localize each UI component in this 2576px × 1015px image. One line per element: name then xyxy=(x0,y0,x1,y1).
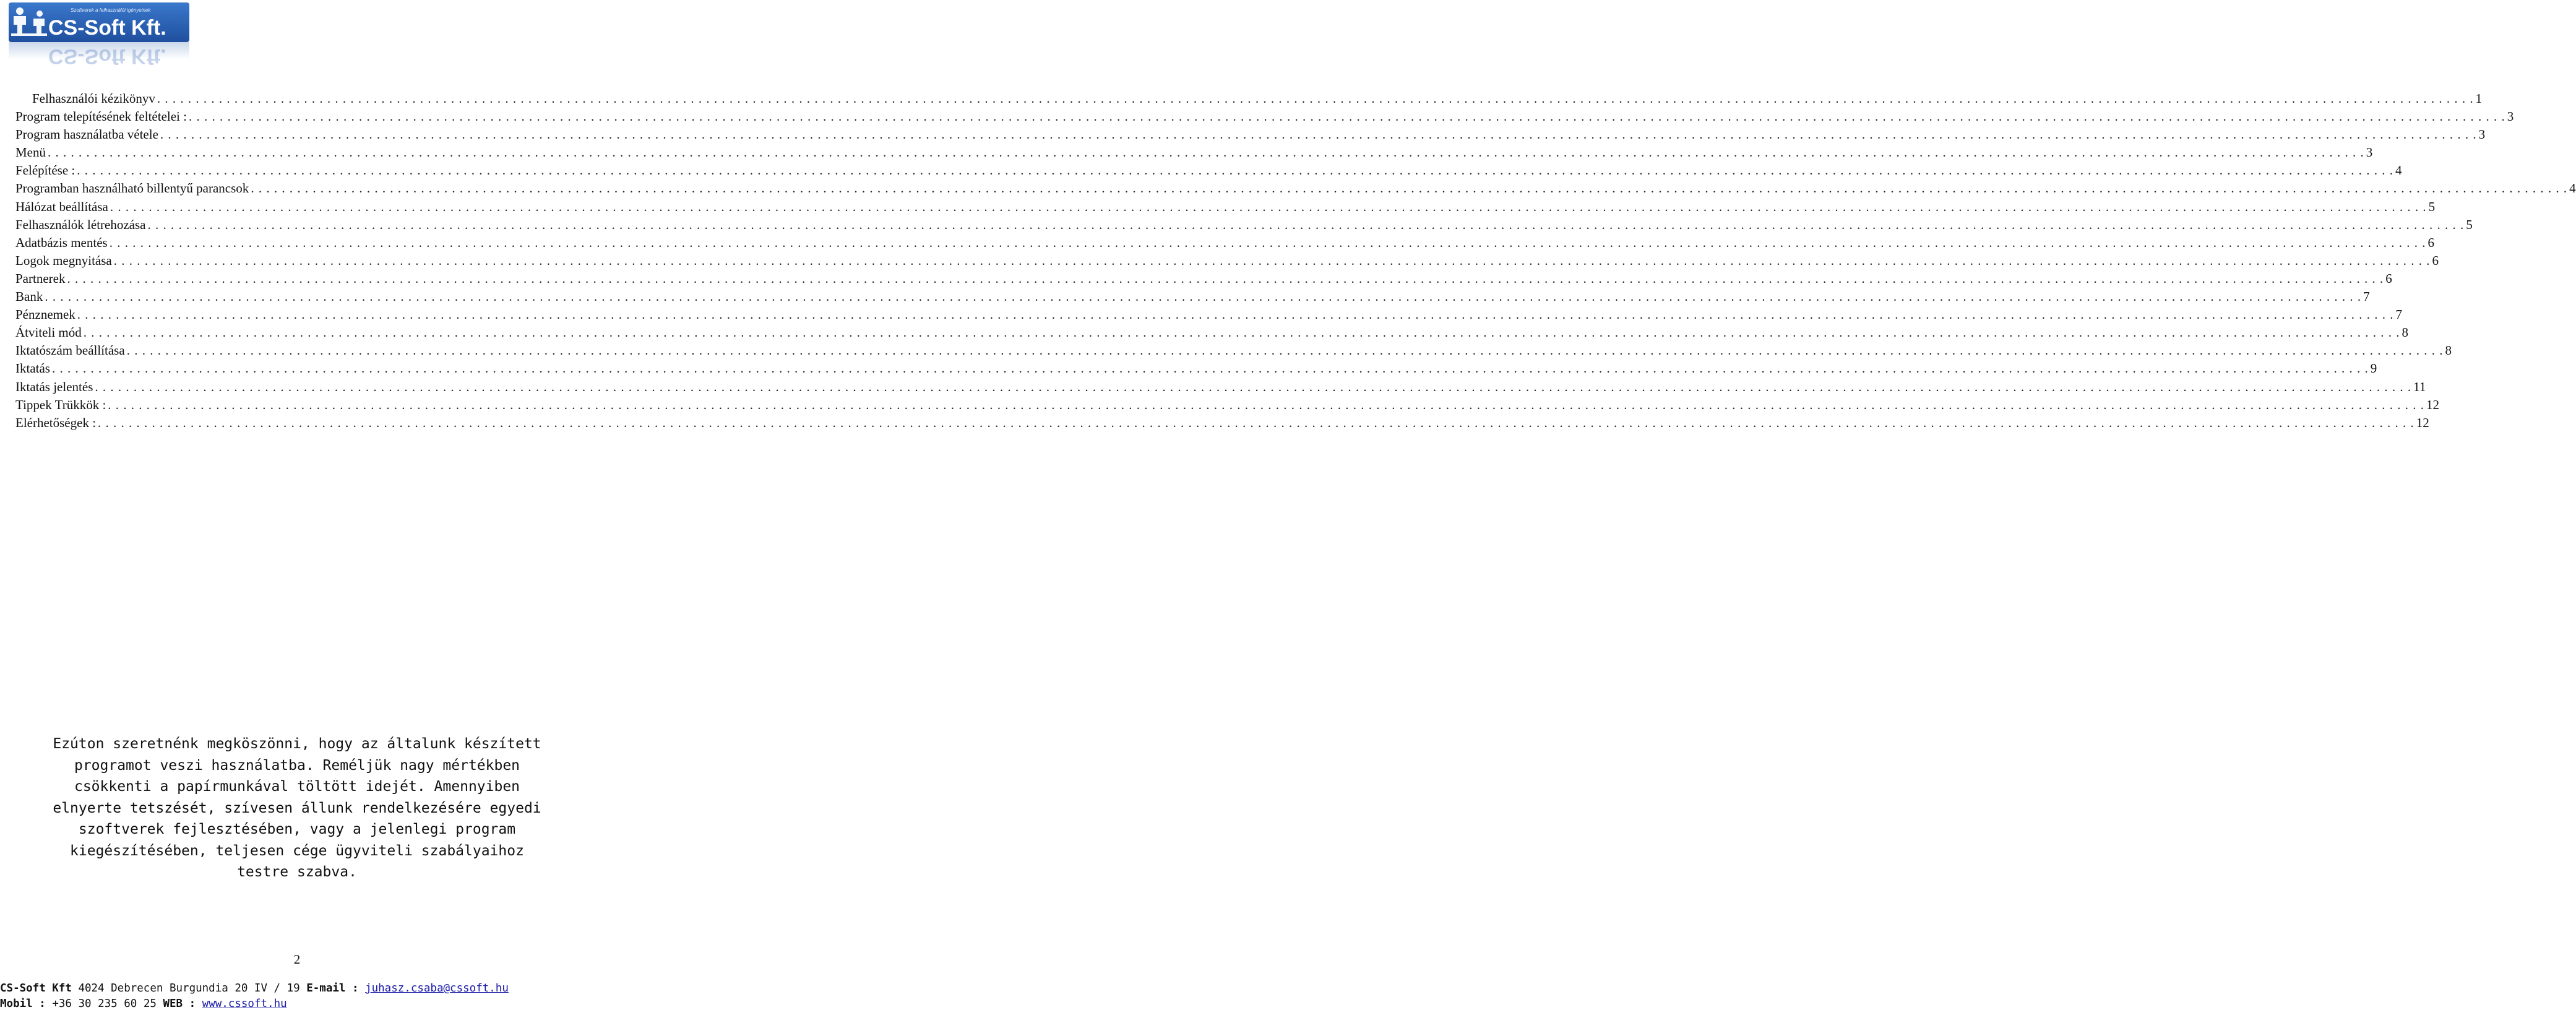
toc-leader-dots: . . . . . . . . . . . . . . . . . . . . . . . . . . . . . . . . . . . . . . . . . . . . . . . . . . . . . . . . . . . . . . . . . . . . . . . . . . . . . . . . . . . . . . . . . . . . . . . . . . . . . . . . . . . . . . . . . . . . . . . . . . . . . . . . . . . . . . . . . . . . . . . . . . . . . . . . . . . . . . . . . . . . . . . . . . . . . . . . . . . . . . . . . . . . . . . . . . . . . . . . . . . . . . . . . . . . . . . . . . . . . . . . . . . . . . . . . . . . . . . . . . . . . . . . . . . . . . . . . . . . . . . . . . . . . . . . . . . . . . . . . . . . . . . . . . . . . . . . . . . . xyxy=(113,253,2431,268)
logo-name: CS-Soft Kft. xyxy=(48,16,166,40)
toc-leader-dots: . . . . . . . . . . . . . . . . . . . . . . . . . . . . . . . . . . . . . . . . . . . . . . . . . . . . . . . . . . . . . . . . . . . . . . . . . . . . . . . . . . . . . . . . . . . . . . . . . . . . . . . . . . . . . . . . . . . . . . . . . . . . . . . . . . . . . . . . . . . . . . . . . . . . . . . . . . . . . . . . . . . . . . . . . . . . . . . . . . . . . . . . . . . . . . . . . . . . . . . . . . . . . . . . . . . . . . . . . . . . . . . . . . . . . . . . . . . . . . . . . . . . . . . . . . . . . . . . . . . . . . . . . . . . . . . . . . . . . . . . . . . . . . . . . . . . . . . . . . . . xyxy=(251,181,2568,196)
footer-line-2 xyxy=(0,996,594,1012)
footer xyxy=(0,981,594,1012)
toc-entry-page: 12 xyxy=(2416,415,2429,430)
toc-entry-page: 5 xyxy=(2466,217,2473,232)
thank-you-line: programot veszi használatba. Reméljük nagy mértékben xyxy=(74,757,520,774)
toc-entry-title: Felépítése : xyxy=(15,163,75,178)
toc-entry[interactable] xyxy=(15,162,2402,179)
toc-leader-dots: . . . . . . . . . . . . . . . . . . . . . . . . . . . . . . . . . . . . . . . . . . . . . . . . . . . . . . . . . . . . . . . . . . . . . . . . . . . . . . . . . . . . . . . . . . . . . . . . . . . . . . . . . . . . . . . . . . . . . . . . . . . . . . . . . . . . . . . . . . . . . . . . . . . . . . . . . . . . . . . . . . . . . . . . . . . . . . . . . . . . . . . . . . . . . . . . . . . . . . . . . . . . . . . . . . . . . . . . . . . . . . . . . . . . . . . . . . . . . . . . . . . . . . . . . . . . . . . . . . . . . . . . . . . . . . . . . . . . . . . . . . . . . . . . . . . . . . . . . . . . xyxy=(77,307,2394,322)
toc-entry[interactable] xyxy=(15,126,2486,144)
toc-leader-dots: . . . . . . . . . . . . . . . . . . . . . . . . . . . . . . . . . . . . . . . . . . . . . . . . . . . . . . . . . . . . . . . . . . . . . . . . . . . . . . . . . . . . . . . . . . . . . . . . . . . . . . . . . . . . . . . . . . . . . . . . . . . . . . . . . . . . . . . . . . . . . . . . . . . . . . . . . . . . . . . . . . . . . . . . . . . . . . . . . . . . . . . . . . . . . . . . . . . . . . . . . . . . . . . . . . . . . . . . . . . . . . . . . . . . . . . . . . . . . . . . . . . . . . . . . . . . . . . . . . . . . . . . . . . . . . . . . . . . . . . . . . . . . . . . . . . . . . . . . . . . xyxy=(95,379,2412,394)
toc-leader-dots: . . . . . . . . . . . . . . . . . . . . . . . . . . . . . . . . . . . . . . . . . . . . . . . . . . . . . . . . . . . . . . . . . . . . . . . . . . . . . . . . . . . . . . . . . . . . . . . . . . . . . . . . . . . . . . . . . . . . . . . . . . . . . . . . . . . . . . . . . . . . . . . . . . . . . . . . . . . . . . . . . . . . . . . . . . . . . . . . . . . . . . . . . . . . . . . . . . . . . . . . . . . . . . . . . . . . . . . . . . . . . . . . . . . . . . . . . . . . . . . . . . . . . . . . . . . . . . . . . . . . . . . . . . . . . . . . . . . . . . . . . . . . . . . . . . . . . . . . . . . . xyxy=(83,325,2400,340)
toc-entry[interactable] xyxy=(15,306,2403,324)
toc-entry[interactable] xyxy=(15,216,2473,234)
toc-entry[interactable] xyxy=(15,288,2370,306)
toc-entry[interactable] xyxy=(15,342,2452,360)
toc-entry-title: Hálózat beállítása xyxy=(15,199,108,214)
toc-leader-dots: . . . . . . . . . . . . . . . . . . . . . . . . . . . . . . . . . . . . . . . . . . . . . . . . . . . . . . . . . . . . . . . . . . . . . . . . . . . . . . . . . . . . . . . . . . . . . . . . . . . . . . . . . . . . . . . . . . . . . . . . . . . . . . . . . . . . . . . . . . . . . . . . . . . . . . . . . . . . . . . . . . . . . . . . . . . . . . . . . . . . . . . . . . . . . . . . . . . . . . . . . . . . . . . . . . . . . . . . . . . . . . . . . . . . . . . . . . . . . . . . . . . . . . . . . . . . . . . . . . . . . . . . . . . . . . . . . . . . . . . . . . . . . . . . . . . . . . . . . . . . xyxy=(108,397,2425,412)
toc-entry-title: Tippek Trükkök : xyxy=(15,397,106,412)
toc-entry-title: Programban használható billentyű parancsok xyxy=(15,181,249,196)
thank-you-line: elnyerte tetszését, szívesen állunk rendelkezésére egyedi xyxy=(53,800,541,816)
toc-leader-dots: . . . . . . . . . . . . . . . . . . . . . . . . . . . . . . . . . . . . . . . . . . . . . . . . . . . . . . . . . . . . . . . . . . . . . . . . . . . . . . . . . . . . . . . . . . . . . . . . . . . . . . . . . . . . . . . . . . . . . . . . . . . . . . . . . . . . . . . . . . . . . . . . . . . . . . . . . . . . . . . . . . . . . . . . . . . . . . . . . . . . . . . . . . . . . . . . . . . . . . . . . . . . . . . . . . . . . . . . . . . . . . . . . . . . . . . . . . . . . . . . . . . . . . . . . . . . . . . . . . . . . . . . . . . . . . . . . . . . . . . . . . . . . . . . . . . . . . . . . . . . xyxy=(126,343,2444,358)
toc-entry-title: Felhasználók létrehozása xyxy=(15,217,146,232)
toc-entry-title: Pénznemek xyxy=(15,307,75,322)
toc-leader-dots: . . . . . . . . . . . . . . . . . . . . . . . . . . . . . . . . . . . . . . . . . . . . . . . . . . . . . . . . . . . . . . . . . . . . . . . . . . . . . . . . . . . . . . . . . . . . . . . . . . . . . . . . . . . . . . . . . . . . . . . . . . . . . . . . . . . . . . . . . . . . . . . . . . . . . . . . . . . . . . . . . . . . . . . . . . . . . . . . . . . . . . . . . . . . . . . . . . . . . . . . . . . . . . . . . . . . . . . . . . . . . . . . . . . . . . . . . . . . . . . . . . . . . . . . . . . . . . . . . . . . . . . . . . . . . . . . . . . . . . . . . . . . . . . . . . . . . . . . . . . . xyxy=(77,163,2393,178)
toc-entry-title: Program használatba vétele xyxy=(15,127,158,142)
toc-leader-dots: . . . . . . . . . . . . . . . . . . . . . . . . . . . . . . . . . . . . . . . . . . . . . . . . . . . . . . . . . . . . . . . . . . . . . . . . . . . . . . . . . . . . . . . . . . . . . . . . . . . . . . . . . . . . . . . . . . . . . . . . . . . . . . . . . . . . . . . . . . . . . . . . . . . . . . . . . . . . . . . . . . . . . . . . . . . . . . . . . . . . . . . . . . . . . . . . . . . . . . . . . . . . . . . . . . . . . . . . . . . . . . . . . . . . . . . . . . . . . . . . . . . . . . . . . . . . . . . . . . . . . . . . . . . . . . . . . . . . . . . . . . . . . . . . . . . . . . . . . . . . xyxy=(67,270,2384,286)
thank-you-line: csökkenti a papírmunkával töltött idejét. Amennyiben xyxy=(74,779,520,795)
toc-leader-dots: . . . . . . . . . . . . . . . . . . . . . . . . . . . . . . . . . . . . . . . . . . . . . . . . . . . . . . . . . . . . . . . . . . . . . . . . . . . . . . . . . . . . . . . . . . . . . . . . . . . . . . . . . . . . . . . . . . . . . . . . . . . . . . . . . . . . . . . . . . . . . . . . . . . . . . . . . . . . . . . . . . . . . . . . . . . . . . . . . . . . . . . . . . . . . . . . . . . . . . . . . . . . . . . . . . . . . . . . . . . . . . . . . . . . . . . . . . . . . . . . . . . . . . . . . . . . . . . . . . . . . . . . . . . . . . . . . . . . . . . . . . . . . . . . . . . . . . . . . . . . xyxy=(98,415,2414,430)
toc-entry-title: Felhasználói kézikönyv xyxy=(32,91,155,106)
toc-entry-title: Iktatás jelentés xyxy=(15,379,93,394)
toc-entry-title: Partnerek xyxy=(15,270,66,286)
toc-entry-page: 11 xyxy=(2413,379,2426,394)
footer-email-label: E-mail : xyxy=(306,982,359,995)
page-number: 2 xyxy=(293,952,301,967)
toc-entry[interactable] xyxy=(15,179,2576,197)
toc-entry-title: Iktatás xyxy=(15,361,50,376)
thank-you-message xyxy=(0,733,594,883)
toc-entry-title: Elérhetőségek : xyxy=(15,415,97,430)
thank-you-line: Ezúton szeretnénk megköszönni, hogy az általunk készített xyxy=(53,736,541,752)
toc-entry[interactable] xyxy=(15,198,2436,216)
footer-line-1 xyxy=(0,981,594,996)
toc-entry-title: Program telepítésének feltételei : xyxy=(15,109,187,124)
toc-entry[interactable] xyxy=(15,414,2429,432)
toc-entry-page: 6 xyxy=(2427,235,2434,250)
toc-entry-page: 5 xyxy=(2428,199,2436,214)
toc-entry[interactable] xyxy=(15,324,2408,342)
toc-entry-title: Bank xyxy=(15,289,43,304)
footer-web-label: WEB : xyxy=(163,998,196,1010)
toc-entry-page: 6 xyxy=(2385,270,2392,286)
footer-email-link[interactable]: juhasz.csaba@cssoft.hu xyxy=(365,982,509,995)
thank-you-line: testre szabva. xyxy=(237,864,357,880)
footer-address: 4024 Debrecen Burgundia 20 IV / 19 xyxy=(78,982,300,995)
toc-entry-title: Logok megnyitása xyxy=(15,253,112,268)
company-logo xyxy=(9,2,189,68)
toc-entry[interactable] xyxy=(15,90,2483,108)
toc-entry-page: 3 xyxy=(2478,127,2486,142)
toc-leader-dots: . . . . . . . . . . . . . . . . . . . . . . . . . . . . . . . . . . . . . . . . . . . . . . . . . . . . . . . . . . . . . . . . . . . . . . . . . . . . . . . . . . . . . . . . . . . . . . . . . . . . . . . . . . . . . . . . . . . . . . . . . . . . . . . . . . . . . . . . . . . . . . . . . . . . . . . . . . . . . . . . . . . . . . . . . . . . . . . . . . . . . . . . . . . . . . . . . . . . . . . . . . . . . . . . . . . . . . . . . . . . . . . . . . . . . . . . . . . . . . . . . . . . . . . . . . . . . . . . . . . . . . . . . . . . . . . . . . . . . . . . . . . . . . . . . . . . . . . . . . . . xyxy=(45,289,2362,304)
footer-web-link[interactable]: www.cssoft.hu xyxy=(202,998,287,1010)
footer-mobile: +36 30 235 60 25 xyxy=(52,998,157,1010)
toc-leader-dots: . . . . . . . . . . . . . . . . . . . . . . . . . . . . . . . . . . . . . . . . . . . . . . . . . . . . . . . . . . . . . . . . . . . . . . . . . . . . . . . . . . . . . . . . . . . . . . . . . . . . . . . . . . . . . . . . . . . . . . . . . . . . . . . . . . . . . . . . . . . . . . . . . . . . . . . . . . . . . . . . . . . . . . . . . . . . . . . . . . . . . . . . . . . . . . . . . . . . . . . . . . . . . . . . . . . . . . . . . . . . . . . . . . . . . . . . . . . . . . . . . . . . . . . . . . . . . . . . . . . . . . . . . . . . . . . . . . . . . . . . . . . . . . . . . . . . . . . . . . . . xyxy=(110,199,2427,214)
toc-entry[interactable] xyxy=(15,108,2514,126)
toc-entry-title: Adatbázis mentés xyxy=(15,235,108,250)
toc-entry-page: 7 xyxy=(2363,289,2370,304)
toc-leader-dots: . . . . . . . . . . . . . . . . . . . . . . . . . . . . . . . . . . . . . . . . . . . . . . . . . . . . . . . . . . . . . . . . . . . . . . . . . . . . . . . . . . . . . . . . . . . . . . . . . . . . . . . . . . . . . . . . . . . . . . . . . . . . . . . . . . . . . . . . . . . . . . . . . . . . . . . . . . . . . . . . . . . . . . . . . . . . . . . . . . . . . . . . . . . . . . . . . . . . . . . . . . . . . . . . . . . . . . . . . . . . . . . . . . . . . . . . . . . . . . . . . . . . . . . . . . . . . . . . . . . . . . . . . . . . . . . . . . . . . . . . . . . . . . . . . . . . . . . . . . . . xyxy=(48,145,2364,160)
toc-entry-page: 4 xyxy=(2569,181,2576,196)
toc-entry[interactable] xyxy=(15,270,2392,288)
toc-entry-page: 12 xyxy=(2426,397,2440,412)
toc-entry-page: 4 xyxy=(2395,163,2402,178)
toc-entry-title: Iktatószám beállítása xyxy=(15,343,125,358)
toc-entry-page: 1 xyxy=(2475,91,2483,106)
toc-entry[interactable] xyxy=(15,378,2426,396)
footer-company: CS-Soft Kft xyxy=(0,982,72,995)
toc-entry[interactable] xyxy=(15,396,2440,414)
thank-you-line: szoftverek fejlesztésében, vagy a jelenlegi program xyxy=(78,821,516,837)
toc-entry[interactable] xyxy=(15,252,2439,270)
toc-leader-dots: . . . . . . . . . . . . . . . . . . . . . . . . . . . . . . . . . . . . . . . . . . . . . . . . . . . . . . . . . . . . . . . . . . . . . . . . . . . . . . . . . . . . . . . . . . . . . . . . . . . . . . . . . . . . . . . . . . . . . . . . . . . . . . . . . . . . . . . . . . . . . . . . . . . . . . . . . . . . . . . . . . . . . . . . . . . . . . . . . . . . . . . . . . . . . . . . . . . . . . . . . . . . . . . . . . . . . . . . . . . . . . . . . . . . . . . . . . . . . . . . . . . . . . . . . . . . . . . . . . . . . . . . . . . . . . . . . . . . . . . . . . . . . . . . . . . . . . . . . . . . xyxy=(160,127,2477,142)
svg-text:CS-Soft Kft.: CS-Soft Kft. xyxy=(48,45,166,68)
toc-leader-dots: . . . . . . . . . . . . . . . . . . . . . . . . . . . . . . . . . . . . . . . . . . . . . . . . . . . . . . . . . . . . . . . . . . . . . . . . . . . . . . . . . . . . . . . . . . . . . . . . . . . . . . . . . . . . . . . . . . . . . . . . . . . . . . . . . . . . . . . . . . . . . . . . . . . . . . . . . . . . . . . . . . . . . . . . . . . . . . . . . . . . . . . . . . . . . . . . . . . . . . . . . . . . . . . . . . . . . . . . . . . . . . . . . . . . . . . . . . . . . . . . . . . . . . . . . . . . . . . . . . . . . . . . . . . . . . . . . . . . . . . . . . . . . . . . . . . . . . . . . . . . xyxy=(147,217,2465,232)
toc-leader-dots: . . . . . . . . . . . . . . . . . . . . . . . . . . . . . . . . . . . . . . . . . . . . . . . . . . . . . . . . . . . . . . . . . . . . . . . . . . . . . . . . . . . . . . . . . . . . . . . . . . . . . . . . . . . . . . . . . . . . . . . . . . . . . . . . . . . . . . . . . . . . . . . . . . . . . . . . . . . . . . . . . . . . . . . . . . . . . . . . . . . . . . . . . . . . . . . . . . . . . . . . . . . . . . . . . . . . . . . . . . . . . . . . . . . . . . . . . . . . . . . . . . . . . . . . . . . . . . . . . . . . . . . . . . . . . . . . . . . . . . . . . . . . . . . . . . . . . . . . . . . . xyxy=(157,91,2474,106)
toc-leader-dots: . . . . . . . . . . . . . . . . . . . . . . . . . . . . . . . . . . . . . . . . . . . . . . . . . . . . . . . . . . . . . . . . . . . . . . . . . . . . . . . . . . . . . . . . . . . . . . . . . . . . . . . . . . . . . . . . . . . . . . . . . . . . . . . . . . . . . . . . . . . . . . . . . . . . . . . . . . . . . . . . . . . . . . . . . . . . . . . . . . . . . . . . . . . . . . . . . . . . . . . . . . . . . . . . . . . . . . . . . . . . . . . . . . . . . . . . . . . . . . . . . . . . . . . . . . . . . . . . . . . . . . . . . . . . . . . . . . . . . . . . . . . . . . . . . . . . . . . . . . . . xyxy=(51,361,2369,376)
table-of-contents xyxy=(15,90,2576,432)
toc-leader-dots: . . . . . . . . . . . . . . . . . . . . . . . . . . . . . . . . . . . . . . . . . . . . . . . . . . . . . . . . . . . . . . . . . . . . . . . . . . . . . . . . . . . . . . . . . . . . . . . . . . . . . . . . . . . . . . . . . . . . . . . . . . . . . . . . . . . . . . . . . . . . . . . . . . . . . . . . . . . . . . . . . . . . . . . . . . . . . . . . . . . . . . . . . . . . . . . . . . . . . . . . . . . . . . . . . . . . . . . . . . . . . . . . . . . . . . . . . . . . . . . . . . . . . . . . . . . . . . . . . . . . . . . . . . . . . . . . . . . . . . . . . . . . . . . . . . . . . . . . . . . . xyxy=(109,235,2426,250)
logo-tagline: Szoftverek a felhasználói igényeinek xyxy=(71,7,151,13)
toc-entry-page: 3 xyxy=(2366,145,2373,160)
toc-leader-dots: . . . . . . . . . . . . . . . . . . . . . . . . . . . . . . . . . . . . . . . . . . . . . . . . . . . . . . . . . . . . . . . . . . . . . . . . . . . . . . . . . . . . . . . . . . . . . . . . . . . . . . . . . . . . . . . . . . . . . . . . . . . . . . . . . . . . . . . . . . . . . . . . . . . . . . . . . . . . . . . . . . . . . . . . . . . . . . . . . . . . . . . . . . . . . . . . . . . . . . . . . . . . . . . . . . . . . . . . . . . . . . . . . . . . . . . . . . . . . . . . . . . . . . . . . . . . . . . . . . . . . . . . . . . . . . . . . . . . . . . . . . . . . . . . . . . . . . . . . . . . xyxy=(188,109,2505,124)
toc-entry-page: 8 xyxy=(2445,343,2452,358)
toc-entry[interactable] xyxy=(15,234,2434,252)
toc-entry-page: 7 xyxy=(2395,307,2403,322)
toc-entry[interactable] xyxy=(15,360,2377,378)
toc-entry-page: 6 xyxy=(2432,253,2439,268)
toc-entry-page: 8 xyxy=(2402,325,2408,340)
toc-entry[interactable] xyxy=(15,144,2373,162)
toc-entry-page: 9 xyxy=(2370,361,2377,376)
toc-entry-page: 3 xyxy=(2507,109,2514,124)
toc-entry-title: Menü xyxy=(15,145,46,160)
footer-mobile-label: Mobil : xyxy=(0,998,46,1010)
toc-entry-title: Átviteli mód xyxy=(15,325,82,340)
thank-you-line: kiegészítésében, teljesen cége ügyviteli szabályaihoz xyxy=(70,842,524,859)
